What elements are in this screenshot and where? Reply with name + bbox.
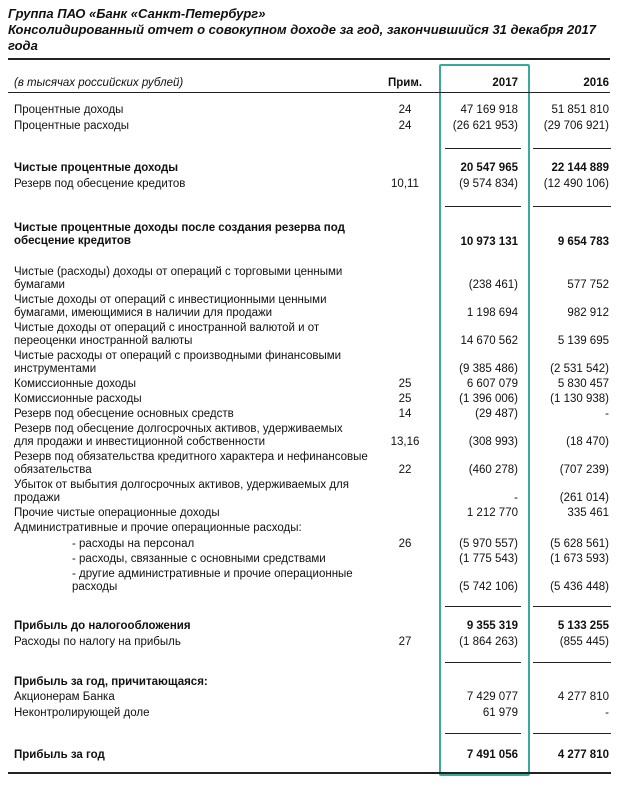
row-value-2017: (308 993) [468,436,518,448]
row-label: Прибыль за год [14,749,105,761]
row-value-2016: 4 277 810 [557,749,609,761]
row-value-2016: (1 130 938) [550,393,609,405]
row-label: Чистые расходы от операций с производными финансовыми инструментами [14,350,342,375]
subtotal-rule-2017 [445,606,521,607]
units-label: (в тысячах российских рублей) [14,77,184,89]
row-value-2016: (2 531 542) [550,363,609,375]
row-value-2016: 22 144 889 [551,162,609,174]
row-value-2016: 335 461 [567,507,609,519]
row-label: Прочие чистые операционные доходы [14,507,220,519]
column-header-rule [8,92,610,93]
row-value-2017: (9 385 486) [459,363,518,375]
note-col-header: Прим. [387,77,423,89]
row-label: Чистые (расходы) доходы от операций с торговыми ценными бумагами [14,266,343,291]
row-note: 22 [398,464,412,476]
row-value-2017: (5 742 106) [459,581,518,593]
row-value-2016: 577 752 [567,279,609,291]
subtotal-rule-2016 [533,206,611,207]
row-label: - расходы на персонал [72,538,195,550]
row-label: Акционерам Банка [14,691,115,703]
report-title: Консолидированный отчет о совокупном доходе за год, закончившийся 31 декабря 2017 [8,22,596,37]
row-value-2016: (29 706 921) [543,120,609,132]
row-value-2016: 9 654 783 [557,236,609,248]
row-label: Резерв под обязательства кредитного характера и нефинансовые обязательства [14,451,368,476]
row-value-2016: (707 239) [559,464,609,476]
row-label: - другие административные и прочие операционные расходы [72,568,353,593]
row-value-2016: (12 490 106) [543,178,609,190]
row-label: Прибыль до налогообложения [14,620,191,632]
row-label: Резерв под обесцение долгосрочных активов, удерживаемых для продажи и инвестиционной собственности [14,423,343,448]
row-value-2016: 51 851 810 [551,104,609,116]
row-value-2017: (238 461) [468,279,518,291]
row-label: Чистые доходы от операций с иностранной валютой и от переоценки иностранной валюты [14,322,320,347]
row-value-2017: 47 169 918 [460,104,518,116]
row-note: 27 [398,636,412,648]
row-value-2017: 9 355 319 [466,620,518,632]
row-label: Резерв под обесцение основных средств [14,408,234,420]
row-value-2017: (1 864 263) [459,636,518,648]
header-rule [8,58,610,60]
row-note: 10,11 [391,178,419,190]
row-value-2016: (1 673 593) [550,553,609,565]
row-value-2017: (26 621 953) [452,120,518,132]
subtotal-rule-2017 [445,206,521,207]
row-value-2016: - [605,408,609,420]
row-label: Комиссионные расходы [14,393,142,405]
row-label: Чистые доходы от операций с инвестиционными ценными бумагами, имеющимися в наличии для продажи [14,294,327,319]
report-company: Группа ПАО «Банк «Санкт-Петербург» [8,6,266,21]
row-note: 25 [398,393,412,405]
subtotal-rule-2017 [445,733,521,734]
row-value-2017: 14 670 562 [460,335,518,347]
subtotal-rule-2016 [533,148,611,149]
total-rule [8,772,611,774]
row-value-2016: (855 445) [559,636,609,648]
subtotal-rule-2017 [445,148,521,149]
row-label: Чистые процентные доходы [14,162,179,174]
row-value-2016: (18 470) [566,436,609,448]
row-value-2017: (29 487) [475,408,518,420]
row-value-2017: - [514,492,518,504]
row-value-2016: (5 628 561) [550,538,609,550]
row-note: 25 [398,378,412,390]
row-note: 24 [398,120,412,132]
col-2016-header: 2016 [583,77,609,89]
row-label: Комиссионные доходы [14,378,137,390]
row-value-2017: 6 607 079 [466,378,518,390]
row-value-2016: 4 277 810 [557,691,609,703]
row-value-2016: 5 830 457 [557,378,609,390]
row-value-2016: (5 436 448) [550,581,609,593]
row-value-2017: (5 970 557) [459,538,518,550]
row-label: - расходы, связанные с основными средствами [72,553,326,565]
row-label: Убыток от выбытия долгосрочных активов, удерживаемых для продажи [14,479,349,504]
subtotal-rule-2016 [533,662,611,663]
row-label: Расходы по налогу на прибыль [14,636,181,648]
row-value-2017: 7 429 077 [466,691,518,703]
row-value-2017: 7 491 056 [466,749,518,761]
row-value-2017: (1 775 543) [459,553,518,565]
row-value-2016: 982 912 [567,307,609,319]
subtotal-rule-2016 [533,733,611,734]
row-value-2017: 10 973 131 [460,236,518,248]
col-2017-header: 2017 [492,77,518,89]
subtotal-rule-2016 [533,606,611,607]
row-note: 13,16 [390,436,420,448]
row-value-2017: (460 278) [468,464,518,476]
row-label: Процентные расходы [14,120,130,132]
report-title-cont: года [8,38,38,53]
row-value-2016: (261 014) [559,492,609,504]
row-note: 24 [398,104,412,116]
row-label: Административные и прочие операционные расходы: [14,522,302,534]
row-value-2017: 20 547 965 [460,162,518,174]
row-value-2017: (9 574 834) [459,178,518,190]
row-value-2017: 1 212 770 [466,507,518,519]
row-value-2017: 1 198 694 [466,307,518,319]
row-note: 14 [398,408,412,420]
row-label: Прибыль за год, причитающаяся: [14,676,208,688]
row-value-2016: - [605,707,609,719]
row-label: Чистые процентные доходы после создания резерва под обесцение кредитов [14,222,345,247]
row-value-2016: 5 133 255 [557,620,609,632]
row-label: Неконтролирующей доле [14,707,150,719]
row-note: 26 [398,538,412,550]
row-label: Резерв под обесцение кредитов [14,178,186,190]
row-value-2017: (1 396 006) [459,393,518,405]
row-value-2016: 5 139 695 [557,335,609,347]
row-label: Процентные доходы [14,104,124,116]
row-value-2017: 61 979 [482,707,518,719]
subtotal-rule-2017 [445,662,521,663]
